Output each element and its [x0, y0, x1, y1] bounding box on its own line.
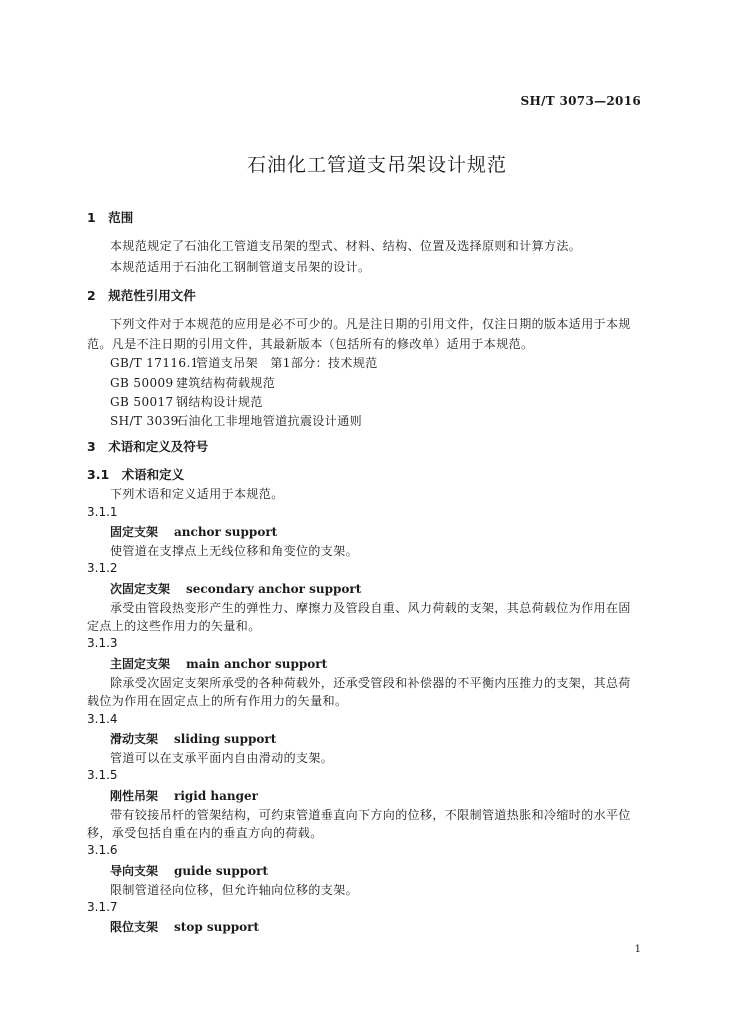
- term-definition: 限制管道径向位移，但允许轴向位移的支架。: [110, 883, 359, 897]
- term-en: main anchor support: [186, 657, 328, 671]
- term-name: [110, 655, 327, 672]
- term-definition: 除承受次固定支架所承受的各种荷载外，还承受管段和补偿器的不平衡内压推力的支架，其总荷: [110, 676, 631, 690]
- term-number: 3.1.5: [87, 768, 118, 782]
- reference-item: [110, 354, 378, 371]
- section-1-heading: 1 范围: [87, 210, 134, 225]
- term-en: anchor support: [174, 525, 278, 539]
- section-3-heading: 3 术语和定义及符号: [87, 439, 209, 454]
- page-title: 石油化工管道支吊架设计规范: [246, 154, 507, 176]
- section-3-1-heading: 3.1 术语和定义: [87, 467, 185, 482]
- section-1-para-2: 本规范适用于石油化工钢制管道支吊架的设计。: [110, 260, 371, 274]
- reference-title: 建筑结构荷载规范: [176, 376, 276, 390]
- term-name: [110, 918, 259, 935]
- reference-item: [110, 374, 275, 391]
- term-number: 3.1.1: [87, 505, 118, 519]
- term-en: secondary anchor support: [186, 582, 362, 596]
- term-definition: 使管道在支撑点上无线位移和角变位的支架。: [110, 544, 359, 558]
- term-definition-cont: 移，承受包括自重在内的垂直方向的荷载。: [87, 826, 323, 840]
- reference-code: GB 50009: [110, 376, 174, 390]
- section-1-para-1: 本规范规定了石油化工管道支吊架的型式、材料、结构、位置及选择原则和计算方法。: [110, 239, 582, 253]
- term-name: [110, 523, 277, 540]
- reference-code: GB/T 17116.1: [110, 356, 199, 370]
- reference-item: [110, 393, 263, 410]
- term-name: [110, 787, 258, 804]
- section-2-heading: 2 规范性引用文件: [87, 288, 196, 303]
- term-number: 3.1.6: [87, 843, 118, 857]
- term-name: [110, 730, 276, 747]
- term-zh: 主固定支架: [110, 657, 171, 671]
- term-definition-cont: 定点上的这些作用力的矢量和。: [87, 619, 261, 633]
- term-en: sliding support: [174, 732, 277, 746]
- term-zh: 刚性吊架: [110, 789, 159, 803]
- term-number: 3.1.7: [87, 900, 118, 914]
- term-number: 3.1.3: [87, 636, 118, 650]
- term-definition: 管道可以在支承平面内自由滑动的支架。: [110, 751, 334, 765]
- section-2-intro-line-1: 下列文件对于本规范的应用是必不可少的。凡是注日期的引用文件，仅注日期的版本适用于本规: [110, 317, 631, 331]
- section-2-intro-line-2: 范。凡是不注日期的引用文件，其最新版本（包括所有的修改单）适用于本规范。: [87, 337, 534, 351]
- reference-title: 石油化工非埋地管道抗震设计通则: [176, 414, 363, 428]
- term-en: rigid hanger: [174, 789, 258, 803]
- term-definition: 带有铰接吊杆的管架结构，可约束管道垂直向下方向的位移，不限制管道热胀和冷缩时的水平位: [110, 808, 631, 822]
- term-zh: 滑动支架: [110, 732, 159, 746]
- reference-title: 管道支吊架 第1部分：技术规范: [196, 356, 378, 370]
- term-zh: 限位支架: [110, 920, 159, 934]
- term-name: [110, 862, 268, 879]
- term-name: [110, 580, 361, 597]
- term-zh: 固定支架: [110, 525, 159, 539]
- section-3-1-intro: 下列术语和定义适用于本规范。: [110, 487, 284, 501]
- term-definition: 承受由管段热变形产生的弹性力、摩擦力及管段自重、风力荷载的支架，其总荷载位为作用在固: [110, 601, 631, 615]
- term-definition-cont: 载位为作用在固定点上的所有作用力的矢量和。: [87, 694, 348, 708]
- term-zh: 导向支架: [110, 864, 159, 878]
- term-number: 3.1.4: [87, 712, 118, 726]
- reference-code: SH/T 3039: [110, 414, 179, 428]
- page-number: 1: [634, 944, 641, 955]
- term-number: 3.1.2: [87, 561, 118, 575]
- standard-number: SH/T 3073—2016: [520, 94, 641, 108]
- term-zh: 次固定支架: [110, 582, 171, 596]
- term-en: guide support: [174, 864, 269, 878]
- reference-item: [110, 412, 362, 429]
- reference-title: 钢结构设计规范: [176, 395, 263, 409]
- term-en: stop support: [174, 920, 260, 934]
- reference-code: GB 50017: [110, 395, 174, 409]
